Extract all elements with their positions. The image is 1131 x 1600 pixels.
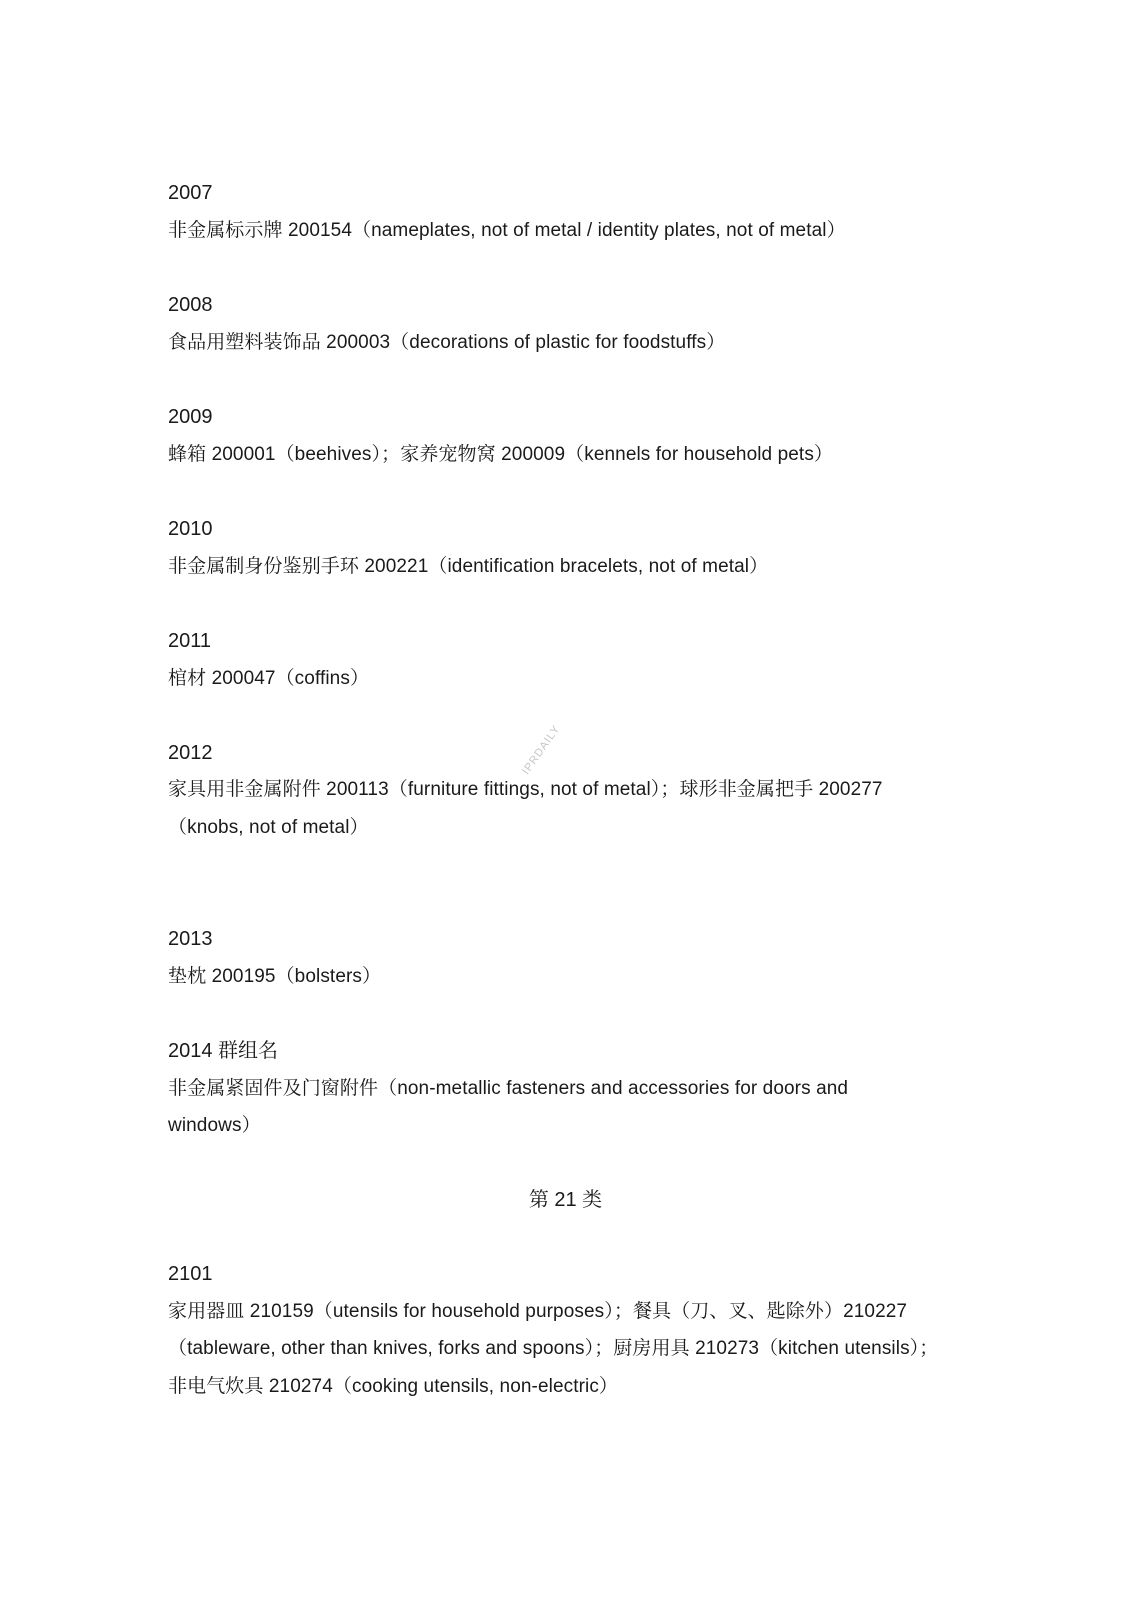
entry-line: 非电气炊具 210274（cooking utensils, non-electric） [168, 1376, 619, 1397]
class-code: 2012 [168, 742, 213, 764]
class-code: 2008 [168, 294, 213, 316]
entry-line: 垫枕 200195（bolsters） [168, 966, 382, 987]
entry-line: 家具用非金属附件 200113（furniture fittings, not of metal）；球形非金属把手 200277 [168, 779, 883, 800]
entry-line: 家用器皿 210159（utensils for household purposes）；餐具（刀、叉、匙除外）210227 [168, 1301, 908, 1322]
entry-line: （tableware, other than knives, forks and spoons）；厨房用具 210273（kitchen utensils）； [168, 1338, 939, 1359]
class-code: 2011 [168, 630, 212, 652]
class-code: 2007 [168, 182, 213, 204]
entry-line: 非金属制身份鉴别手环 200221（identification bracelets, not of metal） [168, 556, 769, 577]
entry-line: 棺材 200047（coffins） [168, 668, 370, 689]
class-code: 2010 [168, 518, 213, 540]
entry-line: 食品用塑料装饰品 200003（decorations of plastic for foodstuffs） [168, 332, 726, 353]
entry-line: （knobs, not of metal） [168, 817, 369, 838]
class-code: 2009 [168, 406, 213, 428]
class-code: 2013 [168, 928, 213, 950]
entry-line: windows） [168, 1115, 261, 1136]
entry-line: 非金属紧固件及门窗附件（non-metallic fasteners and accessories for doors and [168, 1078, 849, 1099]
class-code: 2014 群组名 [168, 1040, 279, 1062]
section-heading: 第 21 类 [528, 1189, 603, 1211]
entry-line: 非金属标示牌 200154（nameplates, not of metal / identity plates, not of metal） [168, 220, 846, 241]
entry-line: 蜂箱 200001（beehives）；家养宠物窝 200009（kennels for household pets） [168, 444, 834, 465]
class-code: 2101 [168, 1263, 213, 1285]
watermark: IPRDAILY [520, 723, 563, 777]
